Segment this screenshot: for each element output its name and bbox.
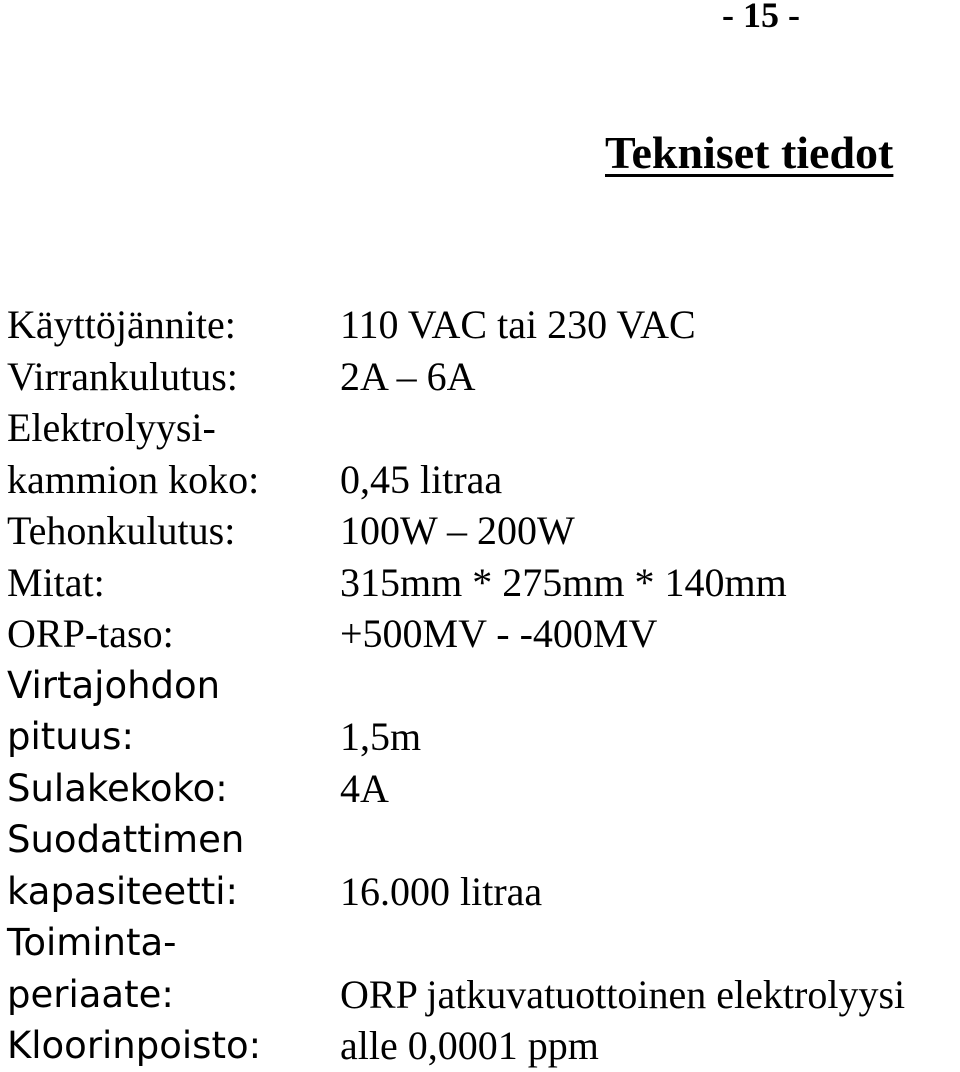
spec-row-chamber-size — [7, 402, 960, 505]
spec-label: Suodattimen — [7, 818, 245, 861]
spec-row-dechlorination — [7, 1020, 960, 1072]
spec-value: +500MV - -400MV — [340, 611, 658, 656]
spec-value: 110 VAC tai 230 VAC — [340, 302, 696, 347]
spec-label: Virrankulutus: — [7, 353, 238, 399]
spec-row-operating-voltage — [7, 299, 960, 351]
spec-row-dimensions — [7, 557, 960, 609]
spec-row-operating-principle — [7, 917, 960, 1020]
spec-label: Elektrolyysi- — [7, 405, 216, 450]
page-number: - 15 - — [722, 0, 800, 35]
spec-row-current-consumption — [7, 351, 960, 403]
spec-value: ORP jatkuvatuottoinen elektrolyysi — [340, 971, 906, 1017]
spec-row-fuse-size — [7, 763, 960, 815]
spec-value: 315mm * 275mm * 140mm — [340, 559, 787, 605]
spec-value: 1,5m — [340, 714, 422, 759]
spec-label: Virtajohdon — [7, 663, 221, 707]
spec-label: ORP-taso: — [7, 611, 174, 656]
spec-row-orp-level — [7, 608, 960, 660]
spec-label: Sulakekoko: — [7, 766, 228, 810]
page-title: Tekniset tiedot — [605, 127, 894, 178]
spec-row-filter-capacity — [7, 814, 960, 917]
spec-label: Kloorinpoisto: — [7, 1024, 262, 1067]
spec-row-cord-length — [7, 660, 960, 763]
spec-label: Toiminta- — [7, 921, 177, 964]
spec-label: Mitat: — [7, 559, 105, 605]
spec-label: pituus: — [7, 715, 134, 758]
spec-label: kapasiteetti: — [7, 869, 238, 913]
spec-value: 16.000 litraa — [340, 868, 543, 914]
spec-value: 4A — [340, 765, 389, 811]
spec-row-power-consumption — [7, 505, 960, 557]
spec-value: 100W – 200W — [340, 508, 575, 553]
spec-label: kammion koko: — [7, 456, 260, 502]
spec-value: 0,45 litraa — [340, 456, 503, 502]
spec-value: alle 0,0001 ppm — [340, 1023, 599, 1068]
spec-table — [7, 299, 960, 1072]
spec-label: Tehonkulutus: — [7, 508, 236, 553]
spec-value: 2A – 6A — [340, 353, 476, 399]
spec-label: Käyttöjännite: — [7, 302, 236, 347]
spec-label: periaate: — [7, 972, 174, 1016]
